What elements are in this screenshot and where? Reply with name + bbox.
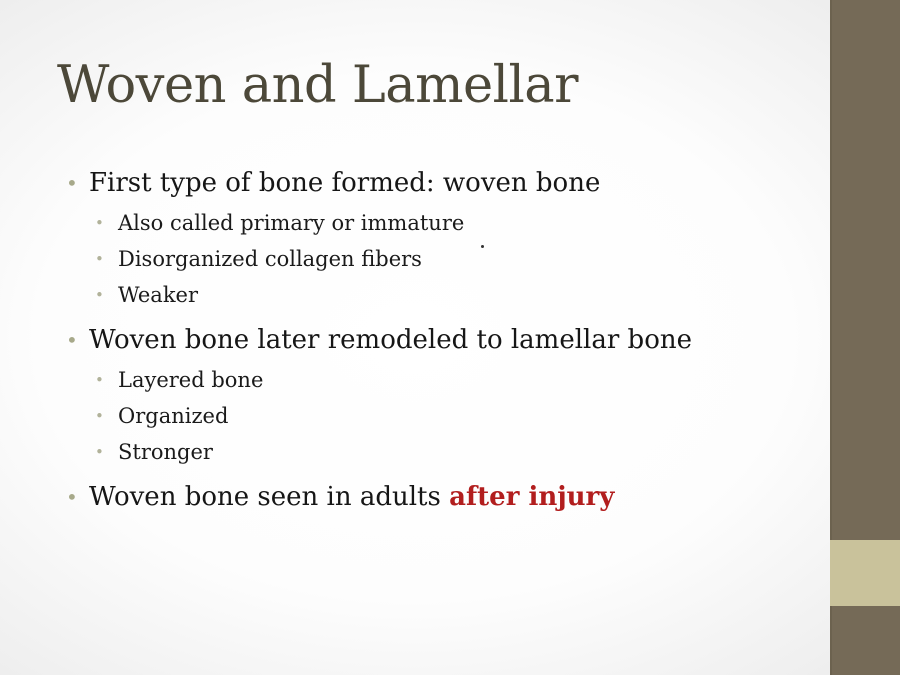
sub-bullet-stronger	[66, 434, 826, 470]
bullet-icon: •	[66, 485, 78, 509]
sub-bullet-text: Stronger	[118, 440, 213, 464]
emphasis-text: after injury	[449, 482, 615, 512]
bullet-icon: •	[66, 171, 78, 195]
sub-bullet-layered	[66, 362, 826, 398]
sub-bullet-icon: •	[95, 443, 104, 461]
sub-bullet-icon: •	[95, 371, 104, 389]
slide-title: Woven and Lamellar	[57, 56, 579, 115]
sub-bullet-text: Also called primary or immature	[118, 211, 465, 235]
sub-bullet-primary	[66, 205, 826, 241]
bullet-list	[66, 166, 826, 515]
stray-dot	[481, 245, 484, 248]
sub-bullet-icon: •	[95, 286, 104, 304]
bullet-remodeled	[66, 323, 826, 358]
sub-bullet-icon: •	[95, 214, 104, 232]
bullet-icon: •	[66, 328, 78, 352]
sub-bullet-icon: •	[95, 407, 104, 425]
sub-bullet-text: Layered bone	[118, 368, 264, 392]
sub-bullet-organized	[66, 398, 826, 434]
sub-bullet-weaker	[66, 277, 826, 313]
bullet-text: First type of bone formed: woven bone	[89, 168, 601, 198]
sidebar-accent-block	[830, 540, 900, 606]
bullet-first-type	[66, 166, 826, 201]
bullet-text: Woven bone later remodeled to lamellar bone	[89, 325, 692, 355]
bullet-text: Woven bone seen in adults	[89, 482, 450, 512]
sub-bullet-disorganized	[66, 241, 826, 277]
sub-bullet-text: Weaker	[118, 283, 199, 307]
bullet-adults-injury	[66, 480, 826, 515]
sub-bullet-text: Organized	[118, 404, 229, 428]
sub-bullet-icon: •	[95, 250, 104, 268]
sub-bullet-text: Disorganized collagen fibers	[118, 247, 422, 271]
